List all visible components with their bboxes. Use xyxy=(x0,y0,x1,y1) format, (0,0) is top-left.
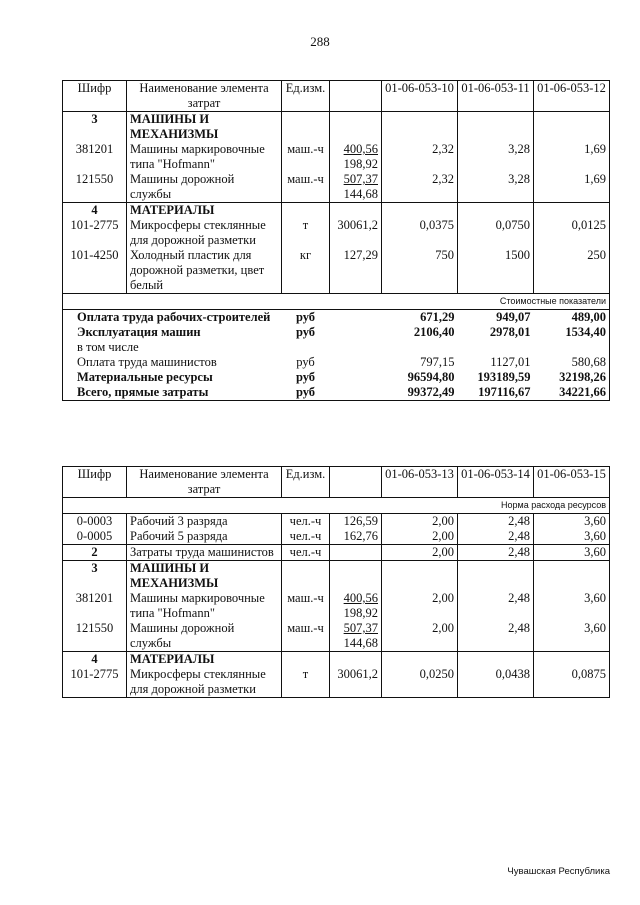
header-col-2: 01-06-053-14 xyxy=(458,467,534,498)
cost-col-3 xyxy=(534,340,610,355)
cost-col-1: 797,15 xyxy=(420,355,455,369)
value-col-1: 0,0250 xyxy=(382,667,458,698)
table-row xyxy=(63,142,610,172)
cost-unit: руб xyxy=(295,310,316,324)
header-price xyxy=(330,81,382,112)
resource-price xyxy=(330,621,382,652)
value-col-2: 2,48 xyxy=(458,514,534,530)
value-col-1: 750 xyxy=(382,248,458,294)
section-title: МАШИНЫ И МЕХАНИЗМЫ xyxy=(127,112,282,143)
value-col-1: 2,32 xyxy=(382,172,458,203)
cost-col-1: 2106,40 xyxy=(413,325,455,339)
header-price xyxy=(330,467,382,498)
cost-col-1: 96594,80 xyxy=(407,370,455,384)
resource-name: Микросферы стеклянные для дорожной разметки xyxy=(127,218,282,248)
header-name: Наименование элемента затрат xyxy=(127,81,282,112)
resource-price: 127,29 xyxy=(330,248,382,294)
cost-name: Материальные ресурсы xyxy=(63,370,282,385)
price-sub: 144,68 xyxy=(343,636,378,650)
header-col-3: 01-06-053-12 xyxy=(534,81,610,112)
table-row xyxy=(63,529,610,545)
table-header-row xyxy=(63,467,610,498)
value-col-1: 2,00 xyxy=(382,529,458,545)
resource-name: Машины дорожной службы xyxy=(127,172,282,203)
value-col-2: 1500 xyxy=(458,248,534,294)
cost-col-1 xyxy=(382,340,458,355)
section-row xyxy=(63,112,610,143)
price-sub: 198,92 xyxy=(343,157,378,171)
value-col-2: 0,0750 xyxy=(458,218,534,248)
cost-caption: Стоимостные показатели xyxy=(63,294,610,310)
cost-col-2 xyxy=(458,340,534,355)
cost-unit xyxy=(282,340,330,355)
value-col-1: 2,00 xyxy=(382,591,458,621)
price-main: 400,56 xyxy=(343,142,378,156)
resource-unit: маш.-ч xyxy=(282,591,330,621)
value-col-3: 1,69 xyxy=(534,172,610,203)
value-col-3: 3,60 xyxy=(534,621,610,652)
resource-code: 0-0003 xyxy=(63,514,127,530)
value-col-1: 2,00 xyxy=(382,514,458,530)
section-number: 3 xyxy=(63,561,127,592)
page-number: 288 xyxy=(310,34,330,49)
resource-name: Затраты труда машинистов xyxy=(127,545,282,561)
header-code: Шифр xyxy=(63,467,127,498)
value-col-3: 3,60 xyxy=(534,591,610,621)
value-col-2: 2,48 xyxy=(458,529,534,545)
resource-unit: маш.-ч xyxy=(282,172,330,203)
cost-row xyxy=(63,310,610,326)
price-main: 507,37 xyxy=(343,621,378,635)
cost-unit: руб xyxy=(295,370,316,384)
cost-col-2: 193189,59 xyxy=(477,370,531,384)
value-col-3: 3,60 xyxy=(534,529,610,545)
cost-col-2: 1127,01 xyxy=(490,355,531,369)
value-col-3: 1,69 xyxy=(534,142,610,172)
resource-price: 30061,2 xyxy=(330,667,382,698)
resource-name: Холодный пластик для дорожной разметки, цвет белый xyxy=(127,248,282,294)
resource-price: 162,76 xyxy=(330,529,382,545)
cost-row xyxy=(63,325,610,340)
cost-col-2: 197116,67 xyxy=(458,385,534,401)
cost-unit: руб xyxy=(295,325,316,339)
resource-unit: маш.-ч xyxy=(282,621,330,652)
header-name: Наименование элемента затрат xyxy=(127,467,282,498)
section-number: 2 xyxy=(63,545,127,561)
cost-col-3: 34221,66 xyxy=(534,385,610,401)
value-col-2: 2,48 xyxy=(458,545,534,561)
value-col-1: 2,00 xyxy=(382,621,458,652)
value-col-2: 2,48 xyxy=(458,591,534,621)
cost-name: Оплата труда машинистов xyxy=(63,355,282,370)
section-title: МАТЕРИАЛЫ xyxy=(127,203,282,219)
table-row xyxy=(63,218,610,248)
cost-col-3: 580,68 xyxy=(534,355,610,370)
resource-price xyxy=(330,591,382,621)
estimate-table-1 xyxy=(62,80,610,401)
header-col-1: 01-06-053-10 xyxy=(382,81,458,112)
resource-code: 101-2775 xyxy=(63,218,127,248)
value-col-1: 2,00 xyxy=(382,545,458,561)
resource-price xyxy=(330,172,382,203)
table-row xyxy=(63,514,610,530)
value-col-3: 0,0125 xyxy=(534,218,610,248)
section-title: МАШИНЫ И МЕХАНИЗМЫ xyxy=(127,561,282,592)
resource-code: 121550 xyxy=(63,621,127,652)
table-row xyxy=(63,172,610,203)
resource-unit: т xyxy=(282,667,330,698)
cost-caption-row xyxy=(63,294,610,310)
section-number: 4 xyxy=(63,203,127,219)
resource-name: Рабочий 5 разряда xyxy=(127,529,282,545)
cost-name: Всего, прямые затраты xyxy=(63,385,282,401)
section-row xyxy=(63,203,610,219)
cost-col-1: 99372,49 xyxy=(382,385,458,401)
table-row xyxy=(63,248,610,294)
resource-name: Микросферы стеклянные для дорожной разметки xyxy=(127,667,282,698)
header-col-2: 01-06-053-11 xyxy=(458,81,534,112)
price-sub: 144,68 xyxy=(343,187,378,201)
cost-unit: руб xyxy=(296,355,315,369)
section-row xyxy=(63,561,610,592)
cost-row xyxy=(63,355,610,370)
resource-name: Машины маркировочные типа "Hofmann" xyxy=(127,142,282,172)
section-number: 3 xyxy=(63,112,127,143)
table-row xyxy=(63,667,610,698)
resource-unit: чел.-ч xyxy=(282,529,330,545)
resource-name: Машины дорожной службы xyxy=(127,621,282,652)
cost-col-3: 32198,26 xyxy=(534,370,610,385)
resource-price: 126,59 xyxy=(330,514,382,530)
cost-name: в том числе xyxy=(63,340,282,355)
value-col-3: 3,60 xyxy=(534,514,610,530)
resource-code: 381201 xyxy=(63,591,127,621)
resource-name: Машины маркировочные типа "Hofmann" xyxy=(127,591,282,621)
resource-unit: маш.-ч xyxy=(282,142,330,172)
section-title: МАТЕРИАЛЫ xyxy=(127,652,282,668)
estimate-table-2 xyxy=(62,466,610,698)
cost-col-2: 2978,01 xyxy=(489,325,531,339)
price-main: 507,37 xyxy=(343,172,378,186)
resource-unit: чел.-ч xyxy=(282,514,330,530)
value-col-2: 3,28 xyxy=(458,142,534,172)
value-col-3: 3,60 xyxy=(534,545,610,561)
operators-row xyxy=(63,545,610,561)
resource-code: 101-4250 xyxy=(63,248,127,294)
norm-caption-row xyxy=(63,498,610,514)
value-col-2: 3,28 xyxy=(458,172,534,203)
header-unit: Ед.изм. xyxy=(282,81,330,112)
value-col-2: 2,48 xyxy=(458,621,534,652)
table-row xyxy=(63,621,610,652)
resource-code: 121550 xyxy=(63,172,127,203)
resource-unit: кг xyxy=(282,248,330,294)
value-col-3: 250 xyxy=(534,248,610,294)
price-main: 400,56 xyxy=(343,591,378,605)
cost-name: Оплата труда рабочих-строителей xyxy=(63,310,282,326)
value-col-3: 0,0875 xyxy=(534,667,610,698)
resource-price xyxy=(330,142,382,172)
cost-row xyxy=(63,340,610,355)
cost-col-3: 1534,40 xyxy=(534,325,610,340)
resource-unit: чел.-ч xyxy=(282,545,330,561)
resource-code: 381201 xyxy=(63,142,127,172)
cost-col-3: 489,00 xyxy=(534,310,610,326)
resource-name: Рабочий 3 разряда xyxy=(127,514,282,530)
price-sub: 198,92 xyxy=(343,606,378,620)
value-col-1: 0,0375 xyxy=(382,218,458,248)
resource-unit: т xyxy=(282,218,330,248)
table-header-row xyxy=(63,81,610,112)
section-number: 4 xyxy=(63,652,127,668)
header-code: Шифр xyxy=(63,81,127,112)
footer-region-label: Чувашская Республика xyxy=(507,866,610,877)
cost-row xyxy=(63,370,610,385)
header-unit: Ед.изм. xyxy=(282,467,330,498)
header-col-3: 01-06-053-15 xyxy=(534,467,610,498)
value-col-1: 2,32 xyxy=(382,142,458,172)
value-col-2: 0,0438 xyxy=(458,667,534,698)
header-col-1: 01-06-053-13 xyxy=(382,467,458,498)
resource-price: 30061,2 xyxy=(330,218,382,248)
cost-col-1: 671,29 xyxy=(420,310,455,324)
cost-row xyxy=(63,385,610,401)
norm-caption: Норма расхода ресурсов xyxy=(63,498,610,514)
resource-code: 101-2775 xyxy=(63,667,127,698)
resource-code: 0-0005 xyxy=(63,529,127,545)
section-row xyxy=(63,652,610,668)
cost-unit: руб xyxy=(282,385,330,401)
table-row xyxy=(63,591,610,621)
cost-col-2: 949,07 xyxy=(496,310,531,324)
cost-name: Эксплуатация машин xyxy=(63,325,282,340)
